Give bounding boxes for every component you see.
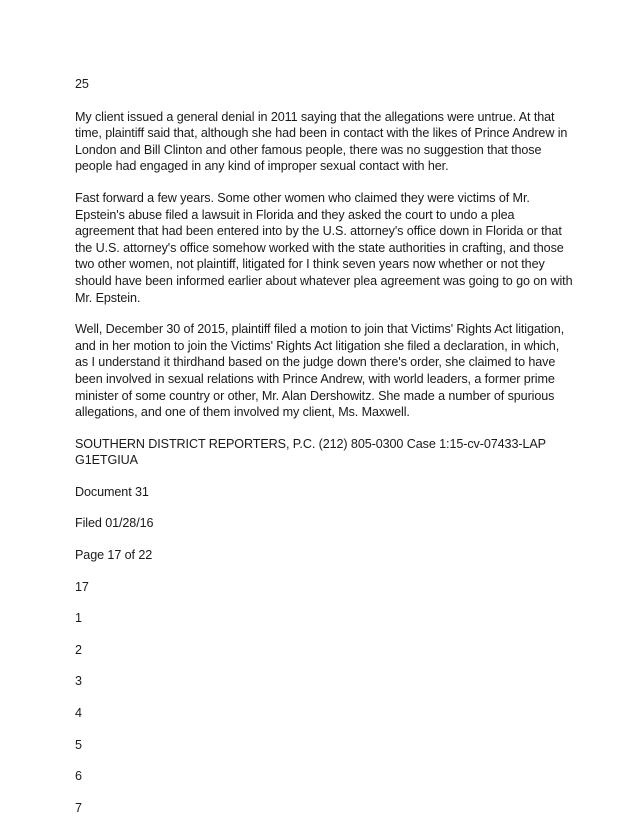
line-number: 7	[75, 800, 82, 815]
line-number: 4	[75, 706, 82, 721]
paragraph-2: Fast forward a few years. Some other women who claimed they were victims of Mr. Epstein's abuse filed a lawsuit in Florida and they asked the court to undo a plea agreement that had been entered into by the U.S. attorney's office down in Florida or that the U.S. attorney's office somehow worked with the state authorities in crafting, and those two other women, not plaintiff, litigated for I think seven years now whether or not they should have been informed earlier about whatever plea agreement was going to go on with Mr. Epstein.	[75, 190, 573, 305]
page-of: Page 17 of 22	[75, 548, 153, 563]
line-number: 2	[75, 642, 82, 657]
line-numbers	[75, 610, 575, 816]
paragraph-1: My client issued a general denial in 2011 saying that the allegations were untrue. At that time, plaintiff said that, although she had been in contact with the likes of Prince Andrew in London and Bill Clinton and other famous people, there was no suggestion that those people had engaged in any kind of improper sexual contact with her.	[75, 109, 568, 174]
line-number: 3	[75, 674, 82, 689]
line-number: 1	[75, 611, 82, 626]
paragraph-3: Well, December 30 of 2015, plaintiff filed a motion to join that Victims' Rights Act litigation, and in her motion to join the Victims' Rights Act litigation she filed a declaration, in which, as I understand it thirdhand based on the judge down there's order, she claimed to have been involved in sexual relations with Prince Andrew, with world leaders, a former prime minister of some country or other, Mr. Alan Dershowitz. She made a number of spurious allegations, and one of them involved my client, Ms. Maxwell.	[75, 322, 565, 420]
document-page	[75, 76, 575, 816]
line-number: 6	[75, 769, 82, 784]
sheet-number: 17	[75, 579, 89, 594]
line-number: 5	[75, 737, 82, 752]
document-number: Document 31	[75, 484, 149, 499]
filed-date: Filed 01/28/16	[75, 516, 154, 531]
reporter-line: SOUTHERN DISTRICT REPORTERS, P.C. (212) 805-0300 Case 1:15-cv-07433-LAP G1ETGIUA	[75, 436, 546, 468]
page-number: 25	[75, 77, 89, 91]
